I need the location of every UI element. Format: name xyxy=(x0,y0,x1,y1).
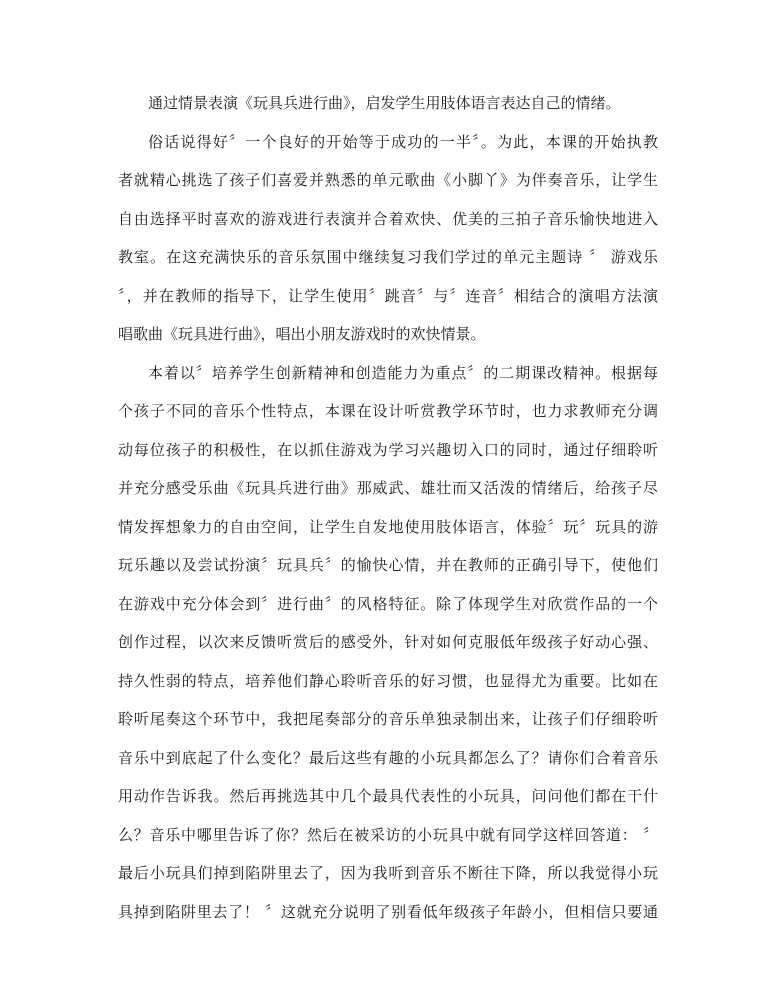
text-line: 动每位孩子的积极性，在以抓住游戏为学习兴趣切入口的同时，通过仔细聆听 xyxy=(118,440,658,459)
text-line: 本着以〞培养学生创新精神和创造能力为重点〞的二期课改精神。根据每 xyxy=(148,363,658,382)
text-line: 俗话说得好〞一个良好的开始等于成功的一半〞。为此，本课的开始执教 xyxy=(148,132,658,151)
text-line: 玩乐趣以及尝试扮演〞玩具兵〞的愉快心情，并在教师的正确引导下，使他们 xyxy=(118,556,658,574)
paragraph-3 xyxy=(118,354,658,932)
text-line: 具掉到陷阱里去了！ 〞这就充分说明了别看低年级孩子年龄小，但相信只要通 xyxy=(118,902,658,921)
text-line: 唱歌曲《玩具进行曲》，唱出小朋友游戏时的欢快情景。 xyxy=(118,325,486,343)
text-line: 并充分感受乐曲《玩具兵进行曲》那威武、雄壮而又活泼的情绪后，给孩子尽 xyxy=(118,479,658,497)
paragraph-2 xyxy=(118,123,658,354)
text-line: 用动作告诉我。然后再挑选其中几个最具代表性的小玩具，问问他们都在干什 xyxy=(118,787,658,805)
text-line: 最后小玩具们掉到陷阱里去了，因为我听到音乐不断往下降，所以我觉得小玩 xyxy=(118,864,658,882)
text-line: 自由选择平时喜欢的游戏进行表演并合着欢快、优美的三拍子音乐愉快地进入 xyxy=(118,209,658,228)
paragraph-1 xyxy=(118,84,658,123)
text-line: 音乐中到底起了什么变化？最后这些有趣的小玩具都怎么了？请你们合着音乐 xyxy=(118,748,658,767)
text-line: 通过情景表演《玩具兵进行曲》，启发学生用肢体语言表达自己的情绪。 xyxy=(148,94,621,112)
document-page xyxy=(118,84,658,931)
text-line: 教室。在这充满快乐的音乐氛围中继续复习我们学过的单元主题诗 〞 游戏乐 xyxy=(118,248,658,266)
text-line: 情发挥想象力的自由空间，让学生自发地使用肢体语言，体验〞玩〞玩具的游 xyxy=(118,517,658,536)
text-line: 在游戏中充分体会到〞进行曲〞的风格特征。除了体现学生对欣赏作品的一个 xyxy=(118,594,658,613)
text-line: 者就精心挑选了孩子们喜爱并熟悉的单元歌曲《小脚丫》为伴奏音乐，让学生 xyxy=(118,171,658,189)
text-line: 〞，并在教师的指导下，让学生使用〞跳音〞与〞连音〞相结合的演唱方法演 xyxy=(118,286,658,305)
text-line: 个孩子不同的音乐个性特点，本课在设计听赏教学环节时，也力求教师充分调 xyxy=(118,402,658,420)
text-line: 么？音乐中哪里告诉了你？然后在被采访的小玩具中就有同学这样回答道： 〞 xyxy=(118,825,658,844)
text-line: 聆听尾奏这个环节中，我把尾奏部分的音乐单独录制出来，让孩子们仔细聆听 xyxy=(118,710,658,728)
text-line: 持久性弱的特点，培养他们静心聆听音乐的好习惯，也显得尤为重要。比如在 xyxy=(118,671,658,690)
text-line: 创作过程，以次来反馈听赏后的感受外，针对如何克服低年级孩子好动心强、 xyxy=(118,633,658,651)
